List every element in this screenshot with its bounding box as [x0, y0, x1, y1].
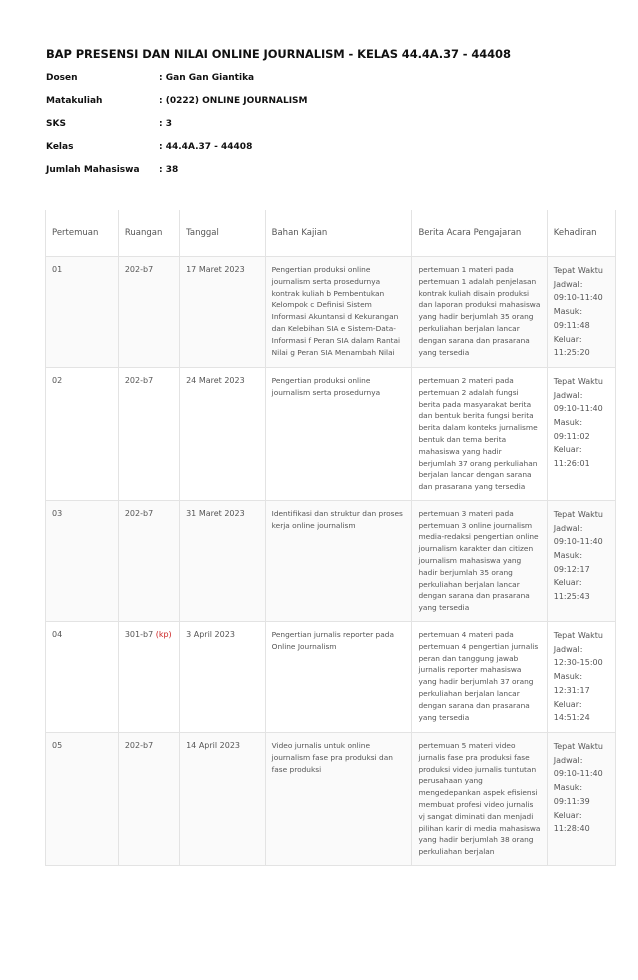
cell-bahan-kajian: Pengertian produksi online journalism serta prosedurnya kontrak kuliah b Pembentukan Kelompok c Definisi Sistem Informasi Akuntansi d Kekurangan dan Kelebihan SIA e Sistem-Data-Informasi f Peran SIA dalam Rantai Nilai g Peran SIA Menambah Nilai — [265, 257, 412, 368]
ruangan-text: 202-b7 — [124, 265, 154, 274]
cell-berita-acara: pertemuan 3 materi pada pertemuan 3 online journalism media-redaksi pengertian online journalism karakter dan citizen journalism mahasiswa yang hadir berjumlah 35 orang perkuliahan berjalan lancar dengan sarana dan prasarana yang tersedia — [412, 500, 547, 621]
ruangan-text: 202-b7 — [124, 508, 154, 518]
table-row — [46, 622, 616, 733]
ruangan-text: 202-b7 — [124, 375, 154, 385]
cell-berita-acara: pertemuan 1 materi pada pertemuan 1 adalah penjelasan kontrak kuliah disain produksi dan laporan produksi mahasiswa yang hadir berjumlah 35 orang perkuliahan berjalan lancar dengan sarana dan prasarana yang tersedia — [412, 257, 547, 368]
keluar-time: 11:28:40 — [553, 824, 590, 834]
keluar-label: Keluar: — [553, 445, 582, 455]
cell-berita-acara: pertemuan 2 materi pada pertemuan 2 adalah fungsi berita pada masyarakat berita dan bentuk berita fungsi berita berita dalam konteks jurnalisme bentuk dan tema berita mahasiswa yang hadir berjumlah 37 orang perkuliahan berjalan lancar dengan sarana dan prasarana yang tersedia — [412, 367, 547, 500]
masuk-label: Masuk: — [553, 551, 583, 560]
cell-bahan-kajian: Pengertian jurnalis reporter pada Online Journalism — [265, 622, 412, 733]
cell-kehadiran — [547, 367, 615, 500]
cell-pertemuan: 04 — [46, 622, 119, 733]
keluar-time: 14:51:24 — [553, 713, 590, 723]
attendance-table — [45, 210, 616, 866]
cell-ruangan — [118, 500, 179, 621]
masuk-time: 09:11:48 — [553, 320, 590, 330]
attendance-status: Tepat Waktu — [553, 631, 603, 641]
masuk-time: 09:11:39 — [553, 796, 590, 806]
sks-label: SKS — [46, 119, 66, 129]
attendance-status: Tepat Waktu — [553, 376, 603, 386]
page-title: BAP PRESENSI DAN NILAI ONLINE JOURNALISM - KELAS 44.4A.37 - 44408 — [46, 47, 511, 61]
cell-pertemuan: 03 — [46, 500, 119, 621]
cell-berita-acara: pertemuan 4 materi pada pertemuan 4 pengertian jurnalis peran dan tanggung jawab jurnalis reporter mahasiswa yang hadir berjumlah 37 orang perkuliahan berjalan lancar dengan sarana dan prasarana yang tersedia — [412, 622, 547, 733]
jadwal-time: 09:10-11:40 — [553, 537, 603, 547]
keluar-label: Keluar: — [553, 810, 582, 820]
ruangan-text: 202-b7 — [124, 740, 154, 750]
sks-value: : 3 — [159, 119, 172, 129]
cell-tanggal: 24 Maret 2023 — [180, 367, 266, 500]
matakuliah-value: : (0222) ONLINE JOURNALISM — [159, 96, 308, 106]
cell-tanggal: 14 April 2023 — [180, 732, 266, 865]
ruangan-text: 301-b7 — [124, 630, 154, 640]
cell-kehadiran — [547, 257, 615, 368]
cell-pertemuan: 01 — [46, 257, 119, 368]
cell-ruangan — [118, 622, 179, 733]
keluar-label: Keluar: — [553, 334, 582, 344]
cell-ruangan — [118, 367, 179, 500]
jadwal-time: 09:10-11:40 — [553, 404, 603, 414]
cell-kehadiran — [547, 732, 615, 865]
cell-bahan-kajian: Pengertian produksi online journalism serta prosedurnya — [265, 367, 412, 500]
keluar-label: Keluar: — [553, 578, 582, 588]
kelas-label: Kelas — [46, 142, 74, 152]
table-row — [46, 367, 616, 500]
masuk-time: 09:12:17 — [553, 564, 590, 574]
cell-ruangan — [118, 257, 179, 368]
masuk-time: 09:11:02 — [553, 431, 590, 441]
cell-tanggal: 17 Maret 2023 — [180, 257, 266, 368]
header-berita-acara: Berita Acara Pengajaran — [412, 210, 547, 257]
cell-bahan-kajian: Video jurnalis untuk online journalism fase pra produksi dan fase produksi — [265, 732, 412, 865]
jumlah-label: Jumlah Mahasiswa — [46, 165, 140, 175]
attendance-status: Tepat Waktu — [553, 509, 603, 519]
header-bahan-kajian: Bahan Kajian — [265, 210, 412, 257]
header-pertemuan: Pertemuan — [46, 210, 119, 257]
cell-kehadiran — [547, 500, 615, 621]
table-row — [46, 257, 616, 368]
cell-berita-acara: pertemuan 5 materi video jurnalis fase pra produksi fase produksi video jurnalis tuntutan perusahaan yang mengedepankan aspek efisiensi membuat profesi video jurnalis vj sangat diminati dan menjadi pilihan karir di media mahasiswa yang hadir berjumlah 38 orang perkuliahan berjalan — [412, 732, 547, 865]
header-ruangan: Ruangan — [118, 210, 179, 257]
masuk-label: Masuk: — [553, 783, 583, 793]
keluar-time: 11:25:43 — [553, 592, 590, 602]
masuk-label: Masuk: — [553, 418, 583, 428]
cell-pertemuan: 02 — [46, 367, 119, 500]
jadwal-time: 09:10-11:40 — [553, 769, 603, 779]
jadwal-label: Jadwal: — [553, 755, 583, 765]
dosen-value: : Gan Gan Giantika — [159, 73, 255, 83]
keluar-time: 11:25:20 — [553, 348, 590, 358]
header-kehadiran: Kehadiran — [547, 210, 615, 257]
jadwal-time: 09:10-11:40 — [553, 293, 603, 303]
masuk-label: Masuk: — [553, 672, 583, 682]
kp-badge: (kp) — [155, 630, 172, 640]
matakuliah-label: Matakuliah — [46, 96, 103, 106]
cell-pertemuan: 05 — [46, 732, 119, 865]
jadwal-time: 12:30-15:00 — [553, 658, 603, 668]
jadwal-label: Jadwal: — [553, 644, 583, 654]
attendance-status: Tepat Waktu — [553, 741, 603, 751]
cell-tanggal: 3 April 2023 — [180, 622, 266, 733]
keluar-time: 11:26:01 — [553, 459, 590, 469]
cell-tanggal: 31 Maret 2023 — [180, 500, 266, 621]
cell-bahan-kajian: Identifikasi dan struktur dan proses kerja online journalism — [265, 500, 412, 621]
attendance-status: Tepat Waktu — [553, 266, 603, 275]
jadwal-label: Jadwal: — [553, 523, 583, 533]
header-tanggal: Tanggal — [180, 210, 266, 257]
masuk-time: 12:31:17 — [553, 685, 590, 695]
jumlah-value: : 38 — [159, 165, 179, 175]
jadwal-label: Jadwal: — [553, 390, 583, 400]
cell-kehadiran — [547, 622, 615, 733]
jadwal-label: Jadwal: — [553, 279, 583, 289]
dosen-label: Dosen — [46, 73, 78, 83]
table-row — [46, 500, 616, 621]
cell-ruangan — [118, 732, 179, 865]
table-header-row — [46, 210, 616, 257]
keluar-label: Keluar: — [553, 699, 582, 709]
kelas-value: : 44.4A.37 - 44408 — [159, 142, 253, 152]
table-row — [46, 732, 616, 865]
masuk-label: Masuk: — [553, 307, 583, 317]
